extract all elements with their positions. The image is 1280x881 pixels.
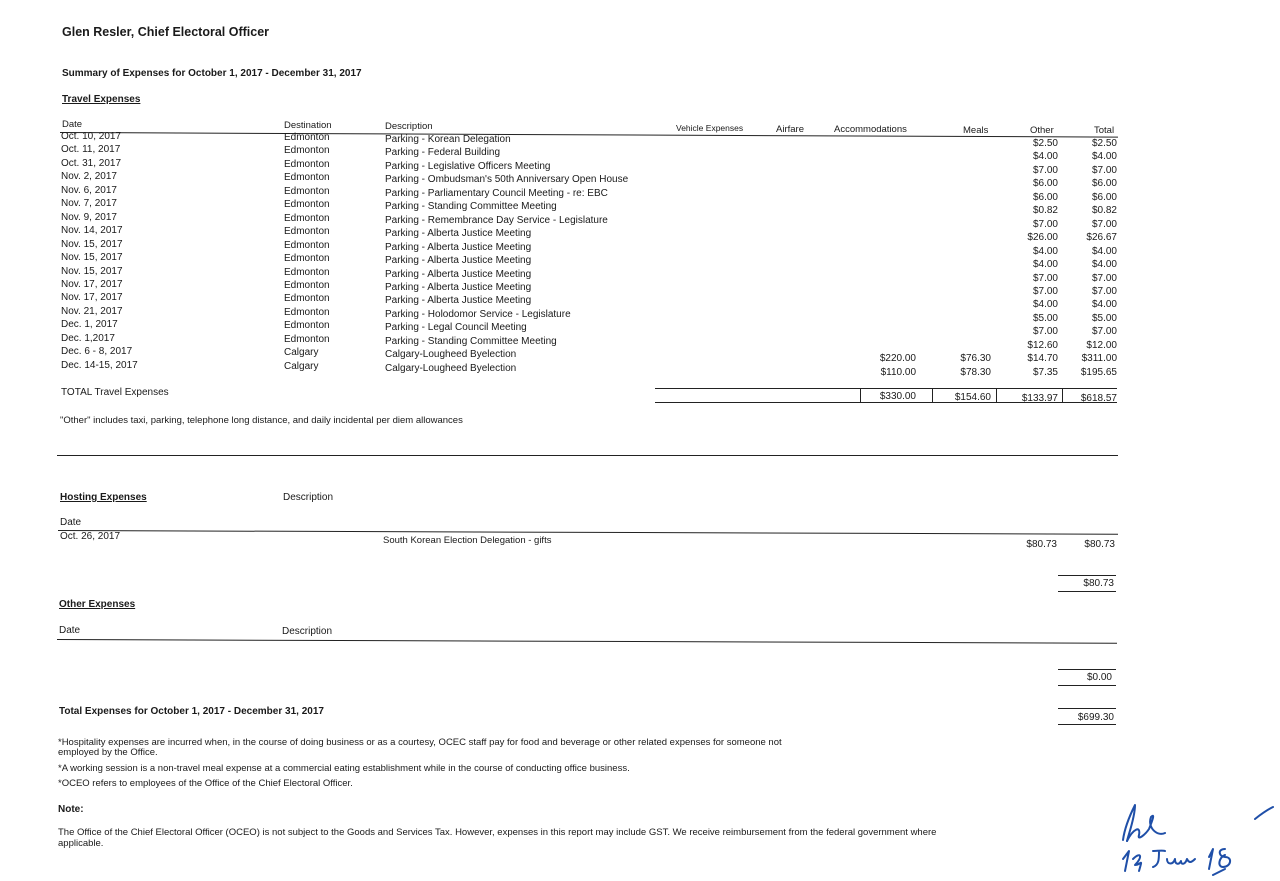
hosting-row-date: Oct. 26, 2017 [60,531,121,542]
cell-other: $7.00 [1032,285,1058,297]
cell-total: $4.00 [1091,259,1117,271]
cell-description: Parking - Alberta Justice Meeting [385,228,532,240]
cell-destination: Edmonton [284,239,330,251]
totals-bottom-line [655,402,1117,403]
cell-total: $7.00 [1091,285,1117,297]
footnote-hospitality-cont: employed by the Office. [58,747,158,758]
cell-destination: Edmonton [284,306,330,318]
footnote-oceo: *OCEO refers to employees of the Office of the Chief Electoral Officer. [58,778,353,789]
cell-other: $14.70 [1027,353,1058,365]
cell-other: $7.00 [1032,272,1058,284]
cell-destination: Edmonton [284,293,330,305]
hosting-row-total: $80.73 [1084,539,1115,550]
cell-description: Parking - Alberta Justice Meeting [385,255,532,267]
cell-total: $4.00 [1091,245,1117,257]
hosting-description-header: Description [283,492,334,503]
hosting-row-description: South Korean Election Delegation - gifts [383,535,552,546]
col-airfare: Airfare [776,124,804,135]
cell-description: Parking - Standing Committee Meeting [385,335,557,347]
travel-section-label: Travel Expenses [62,94,141,105]
cell-description: Parking - Ombudsman's 50th Anniversary Open House [385,174,629,186]
cell-total: $195.65 [1080,366,1117,378]
cell-total: $2.50 [1091,138,1117,149]
cell-destination: Edmonton [284,145,330,157]
col-meals: Meals [963,125,989,136]
travel-total-label: TOTAL Travel Expenses [61,387,169,398]
cell-destination: Edmonton [284,172,330,184]
col-destination: Destination [284,120,332,131]
cell-destination: Edmonton [284,266,330,278]
cell-date: Nov. 7, 2017 [61,198,117,210]
table-row [0,319,1280,338]
cell-other: $6.00 [1032,191,1058,203]
hosting-section-label: Hosting Expenses [60,492,147,503]
other-description-header: Description [282,626,333,637]
col-accommodations: Accommodations [834,124,907,135]
col-date: Date [62,119,83,130]
totals-top-line [655,388,1117,389]
cell-accommodations: $110.00 [880,366,916,378]
cell-description: Parking - Legal Council Meeting [385,322,527,334]
cell-total: $26.67 [1086,232,1117,244]
cell-other: $26.00 [1027,232,1058,244]
cell-date: Nov. 2, 2017 [61,171,117,183]
grand-total-top [1058,708,1116,709]
cell-description: Parking - Korean Delegation [385,134,511,145]
cell-total: $5.00 [1091,312,1117,324]
cell-total: $7.00 [1091,326,1117,338]
col-vehicle: Vehicle Expenses [676,123,744,133]
cell-total: $6.00 [1091,191,1117,203]
cell-date: Dec. 6 - 8, 2017 [61,346,133,358]
section-divider [57,455,1118,456]
grand-total-value: $699.30 [1077,712,1114,723]
totals-divider-2 [932,389,933,402]
cell-destination: Edmonton [284,158,330,170]
cell-other: $7.35 [1032,366,1058,378]
cell-total: $4.00 [1091,299,1117,311]
summary-heading: Summary of Expenses for October 1, 2017 - December 31, 2017 [62,68,362,79]
cell-date: Nov. 9, 2017 [61,211,117,223]
other-subtotal-bottom [1058,685,1116,686]
hosting-header-line [58,530,1118,535]
cell-description: Parking - Remembrance Day Service - Legislature [385,214,608,226]
travel-total-accommodations: $330.00 [879,391,916,402]
col-other: Other [1030,125,1054,136]
cell-total: $7.00 [1091,164,1117,176]
cell-meals: $78.30 [960,366,991,378]
cell-total: $311.00 [1081,353,1117,365]
other-section-label: Other Expenses [59,599,136,610]
cell-destination: Edmonton [284,199,330,211]
cell-description: Parking - Alberta Justice Meeting [385,281,532,293]
cell-other: $4.00 [1032,299,1058,311]
cell-description: Parking - Standing Committee Meeting [385,201,557,213]
table-row [0,184,1280,203]
cell-destination: Calgary [284,347,319,359]
cell-destination: Edmonton [284,185,330,197]
cell-other: $12.60 [1027,339,1058,351]
cell-description: Calgary-Lougheed Byelection [385,349,517,361]
table-row [0,278,1280,297]
totals-divider-1 [860,389,861,402]
totals-divider-3 [996,389,997,402]
page-title: Glen Resler, Chief Electoral Officer [62,25,270,39]
cell-total: $7.00 [1091,272,1117,284]
cell-date: Dec. 1,2017 [61,332,115,344]
cell-destination: Edmonton [284,212,330,224]
cell-accommodations: $220.00 [879,353,916,365]
cell-date: Nov. 15, 2017 [61,238,123,250]
table-row [0,252,1280,271]
cell-description: Parking - Holodomor Service - Legislature [385,308,571,320]
grand-total-label: Total Expenses for October 1, 2017 - December 31, 2017 [59,706,324,717]
cell-other: $5.00 [1032,312,1058,324]
cell-total: $6.00 [1091,178,1117,190]
cell-destination: Calgary [284,360,319,372]
cell-date: Nov. 17, 2017 [61,292,123,304]
cell-other: $4.00 [1032,259,1058,271]
other-header-line [57,639,1117,644]
cell-description: Parking - Legislative Officers Meeting [385,160,551,172]
cell-other: $2.50 [1032,138,1058,149]
travel-total-total: $618.57 [1080,393,1117,404]
cell-description: Parking - Alberta Justice Meeting [385,241,532,253]
handwritten-signature [1105,795,1275,881]
footnote-hospitality: *Hospitality expenses are incurred when, in the course of doing business or as a courtesy, OCEC staff pay for food and beverage or other related expenses for someone not [58,737,782,748]
cell-date: Nov. 17, 2017 [61,278,123,290]
hosting-row-other: $80.73 [1026,539,1057,550]
note-line-1: The Office of the Chief Electoral Officer (OCEO) is not subject to the Goods and Services Tax. However, expenses in this report may include GST. We receive reimbursement from the federal government where [58,827,937,838]
cell-date: Nov. 21, 2017 [61,305,123,317]
cell-date: Dec. 14-15, 2017 [61,359,138,371]
cell-total: $0.82 [1091,205,1117,217]
hosting-subtotal: $80.73 [1083,578,1114,589]
footnote-working-session: *A working session is a non-travel meal expense at a commercial eating establishment while in the course of conducting office business. [58,763,630,774]
travel-total-other: $133.97 [1021,393,1058,404]
cell-destination: Edmonton [284,333,330,345]
cell-date: Nov. 6, 2017 [61,184,117,196]
cell-destination: Edmonton [284,320,330,332]
cell-other: $6.00 [1032,178,1058,190]
cell-date: Oct. 11, 2017 [61,144,121,156]
cell-destination: Edmonton [284,253,330,265]
other-subtotal: $0.00 [1086,672,1112,683]
travel-total-meals: $154.60 [954,392,991,403]
col-total: Total [1094,125,1115,136]
note-label: Note: [58,804,84,815]
cell-date: Oct. 31, 2017 [61,157,122,169]
cell-destination: Edmonton [284,132,330,143]
cell-description: Parking - Federal Building [385,147,501,159]
other-subtotal-top [1058,669,1116,670]
cell-date: Nov. 15, 2017 [61,265,123,277]
cell-total: $4.00 [1091,151,1117,163]
cell-other: $4.00 [1032,245,1058,257]
cell-other: $7.00 [1032,218,1058,230]
cell-destination: Edmonton [284,279,330,291]
cell-meals: $76.30 [960,353,991,365]
totals-divider-4 [1062,389,1063,402]
cell-destination: Edmonton [284,226,330,238]
cell-other: $7.00 [1032,164,1058,176]
cell-other: $0.82 [1032,205,1058,217]
cell-total: $7.00 [1091,218,1117,230]
grand-total-bottom [1058,724,1116,725]
cell-description: Parking - Alberta Justice Meeting [385,268,532,280]
cell-description: Parking - Alberta Justice Meeting [385,295,532,307]
cell-description: Parking - Parliamentary Council Meeting - re: EBC [385,187,608,199]
note-line-2: applicable. [58,838,104,849]
other-date-header: Date [59,625,81,636]
cell-date: Oct. 10, 2017 [61,131,122,142]
col-description: Description [385,121,433,132]
cell-date: Dec. 1, 2017 [61,319,118,331]
cell-other: $7.00 [1032,326,1058,338]
table-row [0,131,1280,149]
cell-date: Nov. 15, 2017 [61,252,123,264]
cell-description: Calgary-Lougheed Byelection [385,362,517,374]
cell-total: $12.00 [1086,339,1117,351]
cell-other: $4.00 [1032,151,1058,163]
hosting-subtotal-bottom [1058,591,1116,592]
hosting-date-header: Date [60,517,82,528]
cell-date: Nov. 14, 2017 [61,225,123,237]
hosting-subtotal-top [1058,575,1116,576]
travel-footnote: "Other" includes taxi, parking, telephone long distance, and daily incidental per diem allowances [60,415,463,426]
